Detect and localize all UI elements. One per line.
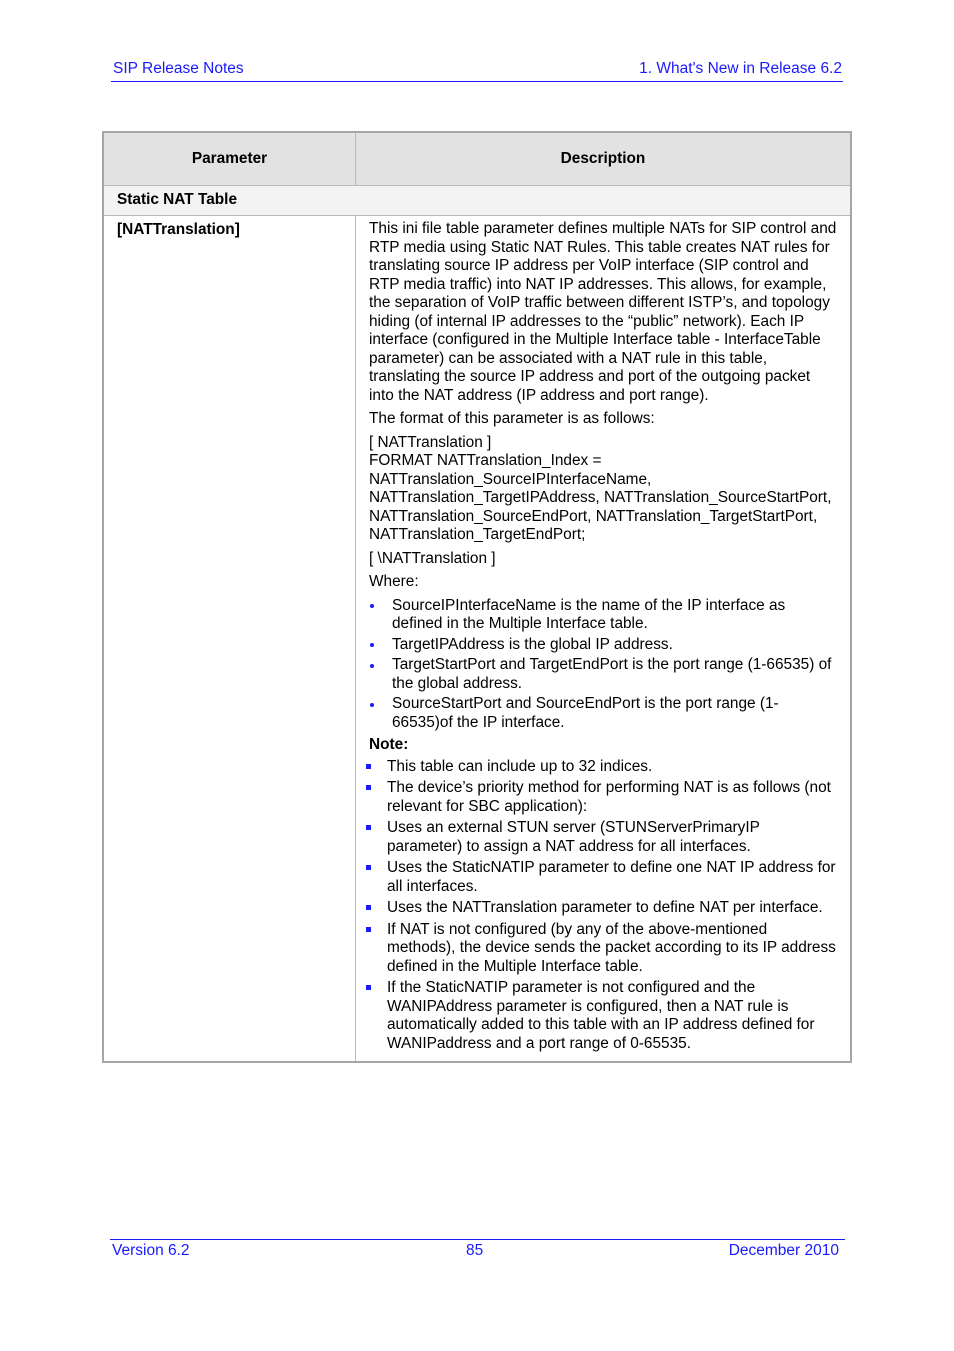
list-item: TargetStartPort and TargetEndPort is the port range (1-66535) of the global address. — [369, 656, 838, 693]
format-end: [ \NATTranslation ] — [369, 549, 496, 567]
table-header-row — [103, 132, 851, 186]
section-title: Static NAT Table — [103, 186, 851, 216]
footer-date: December 2010 — [728, 1242, 839, 1259]
list-item: If the StaticNATIP parameter is not configured and the WANIPAddress parameter is configured, then a NAT rule is automatically added to this table with an IP address defined for WANIPaddress and a port range of 0-65535. — [369, 979, 838, 1053]
page-number: 85 — [466, 1242, 484, 1259]
list-item: If NAT is not configured (by any of the above-mentioned methods), the device sends the packet according to its IP address defined in the Multiple Interface table. — [369, 921, 838, 977]
list-item: Uses an external STUN server (STUNServerPrimaryIP parameter) to assign a NAT address for all interfaces. — [369, 819, 838, 856]
format-line: FORMAT NATTranslation_Index = — [369, 452, 602, 469]
list-item: This table can include up to 32 indices. — [369, 758, 838, 777]
format-line: NATTranslation_TargetIPAddress, NATTranslation_SourceStartPort, — [369, 489, 832, 506]
table-row — [103, 216, 851, 1063]
note-list — [369, 758, 838, 1054]
page-header — [111, 60, 843, 82]
format-intro: The format of this parameter is as follows: — [369, 410, 655, 427]
format-line: NATTranslation_SourceEndPort, NATTranslation_TargetStartPort, — [369, 507, 818, 525]
list-item: The device’s priority method for performing NAT is as follows (not relevant for SBC application): — [369, 779, 838, 816]
format-block — [369, 434, 838, 545]
format-line: NATTranslation_SourceIPInterfaceName, — [369, 470, 652, 488]
list-item: SourceStartPort and SourceEndPort is the port range (1-66535)of the IP interface. — [369, 695, 838, 732]
column-header-parameter: Parameter — [103, 132, 356, 186]
page-footer — [110, 1239, 845, 1262]
format-line: NATTranslation_TargetEndPort; — [369, 526, 586, 543]
parameter-name: [NATTranslation] — [103, 216, 356, 1063]
list-item: TargetIPAddress is the global IP address. — [369, 636, 838, 655]
list-item: SourceIPInterfaceName is the name of the IP interface as defined in the Multiple Interface table. — [369, 597, 838, 634]
column-header-description: Description — [356, 132, 852, 186]
where-label: Where: — [369, 573, 419, 590]
parameter-table — [102, 131, 852, 1063]
note-title: Note: — [369, 736, 409, 753]
parameter-description — [356, 216, 852, 1063]
footer-version: Version 6.2 — [112, 1242, 190, 1259]
description-intro: This ini file table parameter defines multiple NATs for SIP control and RTP media using Static NAT Rules. This table creates NAT rules for translating source IP address per VoIP interface (SIP control and RTP media traffic) into NAT IP addresses. This allows, for example, the separation of VoIP traffic between different ISTP’s, and topology hiding (of internal IP addresses to the “public” network). Each IP interface (configured in the Multiple Interface table - InterfaceTable parameter) can be associated with a NAT rule in this table, translating the source IP address and port of the outgoing packet into the NAT address (IP address and port range). — [369, 220, 837, 404]
section-row — [103, 186, 851, 216]
header-document-title: SIP Release Notes — [113, 60, 244, 77]
header-chapter-title: 1. What's New in Release 6.2 — [639, 60, 842, 77]
where-list — [369, 597, 838, 733]
list-item: Uses the StaticNATIP parameter to define one NAT IP address for all interfaces. — [369, 859, 838, 896]
list-item: Uses the NATTranslation parameter to define NAT per interface. — [369, 899, 838, 918]
format-line: [ NATTranslation ] — [369, 433, 492, 451]
